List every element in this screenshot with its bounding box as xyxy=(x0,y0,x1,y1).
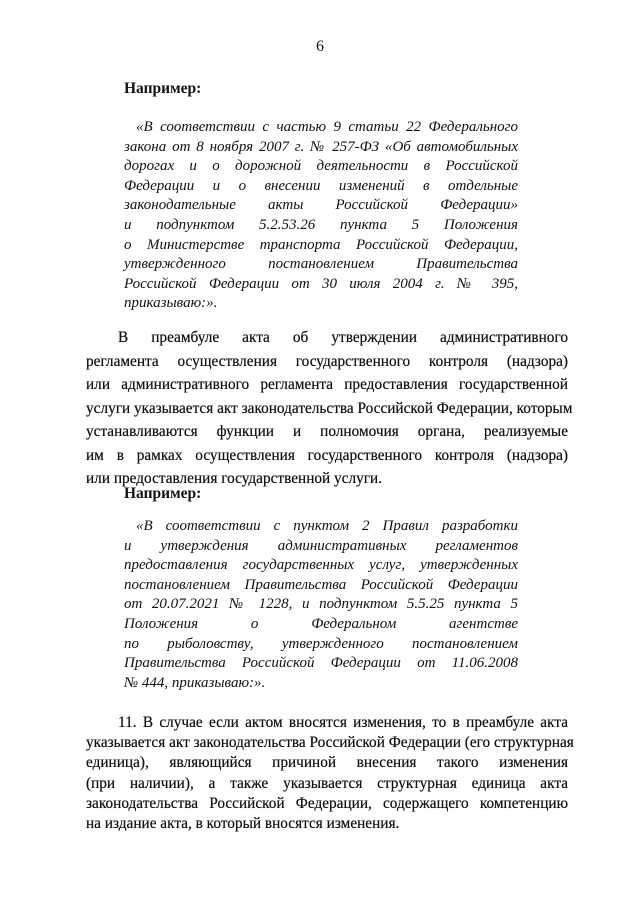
text-line: Федерации и о внесении изменений в отдельные xyxy=(124,177,518,194)
text-line: Российской Федерации от 30 июля 2004 г. № 395, xyxy=(124,275,518,292)
body-paragraph xyxy=(86,713,574,834)
text-line: № 444, приказываю:». xyxy=(124,674,266,691)
text-line: В преамбуле акта об утверждении административного xyxy=(118,329,568,346)
example-heading: Например: xyxy=(124,485,202,502)
example-heading: Например: xyxy=(124,80,202,97)
text-line: Правительства Российской Федерации от 11.06.2008 xyxy=(124,655,518,672)
text-line: по рыболовству, утвержденного постановлением xyxy=(124,635,518,652)
text-line: постановлением Правительства Российской Федерации xyxy=(124,576,518,593)
text-line: услуги указывается акт законодательства Российской Федерации, которым xyxy=(86,399,573,417)
body-paragraph xyxy=(86,326,573,491)
text-line: устанавливаются функции и полномочия органа, реализуемые xyxy=(86,423,568,440)
text-line: и утверждения административных регламентов xyxy=(124,537,518,554)
text-line: регламента осуществления государственного контроля (надзора) xyxy=(86,352,568,370)
text-line: дорогах и о дорожной деятельности в Российской xyxy=(124,158,518,175)
text-line: «В соответствии с частью 9 статьи 22 Федерального xyxy=(136,119,518,135)
text-line: или предоставления государственной услуги. xyxy=(86,470,383,487)
text-line: предоставления государственных услуг, утвержденных xyxy=(124,557,518,574)
text-line: законодательства Российской Федерации, содержащего компетенцию xyxy=(86,794,568,812)
text-line: (при наличии), а также указывается структурная единица акта xyxy=(86,774,568,792)
page-number: 6 xyxy=(316,38,324,55)
text-line: закона от 8 ноября 2007 г. № 257-ФЗ «Об автомобильных xyxy=(124,138,518,155)
example-quote xyxy=(124,517,518,693)
text-line: указывается акт законодательства Российской Федерации (его структурная xyxy=(86,734,574,752)
text-line: приказываю:». xyxy=(124,295,218,312)
text-line: 11. В случае если актом вносятся изменения, то в преамбуле акта xyxy=(118,714,568,731)
example-quote xyxy=(124,118,518,314)
text-line: «В соответствии с пунктом 2 Правил разработки xyxy=(136,518,518,534)
text-line: от 20.07.2021 № 1228, и подпунктом 5.5.25 пункта 5 xyxy=(124,596,518,613)
text-line: или административного регламента предоставления государственной xyxy=(86,376,568,393)
text-line: на издание акта, в который вносятся изменения. xyxy=(86,814,400,832)
text-line: о Министерстве транспорта Российской Федерации, xyxy=(124,236,518,253)
text-line: Положения о Федеральном агентстве xyxy=(124,615,518,632)
text-line: законодательные акты Российской Федерации» xyxy=(124,197,518,214)
text-line: им в рамках осуществления государственного контроля (надзора) xyxy=(86,446,568,464)
text-line: единица), являющийся причиной внесения такого изменения xyxy=(86,754,568,772)
text-line: и подпунктом 5.2.53.26 пункта 5 Положения xyxy=(124,216,518,233)
text-line: утвержденного постановлением Правительства xyxy=(124,256,518,273)
